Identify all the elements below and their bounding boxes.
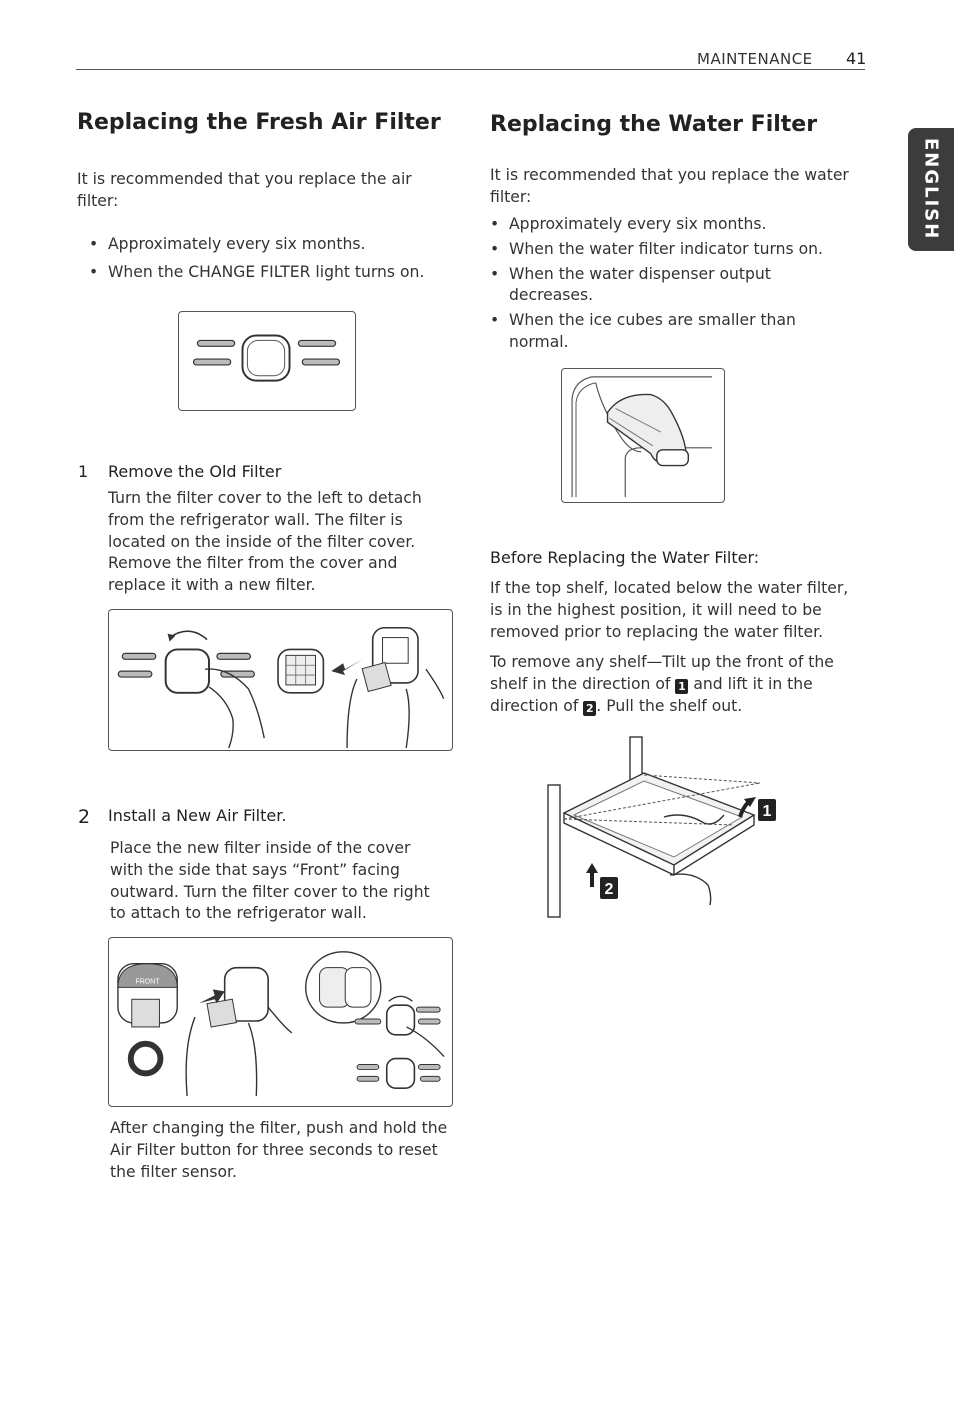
water-filter-bullets bbox=[490, 214, 835, 354]
section-header: MAINTENANCE bbox=[697, 50, 813, 68]
shelf-text-part-a: To remove any shelf—Tilt up the front of the shelf in the direction of bbox=[490, 653, 834, 693]
air-filter-intro: It is recommended that you replace the air filter: bbox=[77, 170, 412, 210]
step-1-label: Remove the Old Filter bbox=[108, 462, 282, 481]
before-replacing-text: If the top shelf, located below the water filter, is in the highest position, it will need to be removed prior to replacing the water filter. bbox=[490, 579, 849, 641]
list-item: • Approximately every six months. bbox=[89, 234, 429, 256]
step-1-text: Turn the filter cover to the left to detach from the refrigerator wall. The filter is located on the inside of the filter cover. Remove the filter from the cover and replace it with a new filter. bbox=[108, 489, 422, 595]
control-panel-figure bbox=[178, 311, 356, 411]
control-panel-illustration bbox=[179, 312, 355, 410]
step-2-text: Place the new filter inside of the cover with the side that says “Front” facing outward. Turn the filter cover to the right to attach to the refrigerator wall. bbox=[110, 839, 430, 923]
water-filter-figure bbox=[561, 368, 725, 503]
list-item: • When the CHANGE FILTER light turns on. bbox=[89, 262, 429, 284]
direction-2-marker: 2 bbox=[583, 701, 596, 716]
shelf-removal-illustration bbox=[544, 735, 784, 920]
remove-filter-illustration bbox=[109, 610, 452, 750]
list-item: • When the ice cubes are smaller than normal. bbox=[490, 310, 835, 354]
remove-filter-figure bbox=[108, 609, 453, 751]
after-change-text: After changing the filter, push and hold the Air Filter button for three seconds to reset the filter sensor. bbox=[110, 1119, 448, 1181]
air-filter-bullets bbox=[89, 234, 429, 284]
list-item: • When the water dispenser output decreases. bbox=[490, 264, 835, 308]
front-label: FRONT bbox=[135, 978, 160, 986]
water-filter-illustration bbox=[562, 369, 724, 502]
install-filter-illustration bbox=[109, 938, 452, 1106]
header-rule bbox=[76, 69, 865, 70]
marker-2-label: 2 bbox=[604, 881, 614, 898]
water-filter-title: Replacing the Water Filter bbox=[490, 112, 818, 137]
marker-1-label: 1 bbox=[762, 803, 772, 820]
page-number: 41 bbox=[846, 49, 867, 68]
shelf-removal-figure bbox=[544, 735, 784, 920]
step-2-label: Install a New Air Filter. bbox=[108, 806, 287, 825]
list-item: • Approximately every six months. bbox=[490, 214, 835, 236]
shelf-text-part-c: . Pull the shelf out. bbox=[596, 696, 743, 715]
before-replacing-subhead: Before Replacing the Water Filter: bbox=[490, 548, 760, 567]
shelf-text-part-b: and lift it in the direction of bbox=[490, 674, 813, 715]
direction-1-marker: 1 bbox=[675, 679, 688, 694]
language-tab bbox=[908, 128, 954, 251]
step-2-number: 2 bbox=[78, 806, 91, 828]
air-filter-title: Replacing the Fresh Air Filter bbox=[77, 110, 441, 135]
water-filter-intro: It is recommended that you replace the water filter: bbox=[490, 166, 849, 206]
install-filter-figure bbox=[108, 937, 453, 1107]
list-item: • When the water filter indicator turns on. bbox=[490, 239, 835, 261]
step-1-number: 1 bbox=[78, 462, 89, 481]
language-tab-label: ENGLISH bbox=[920, 138, 942, 241]
shelf-removal-text bbox=[490, 652, 862, 717]
